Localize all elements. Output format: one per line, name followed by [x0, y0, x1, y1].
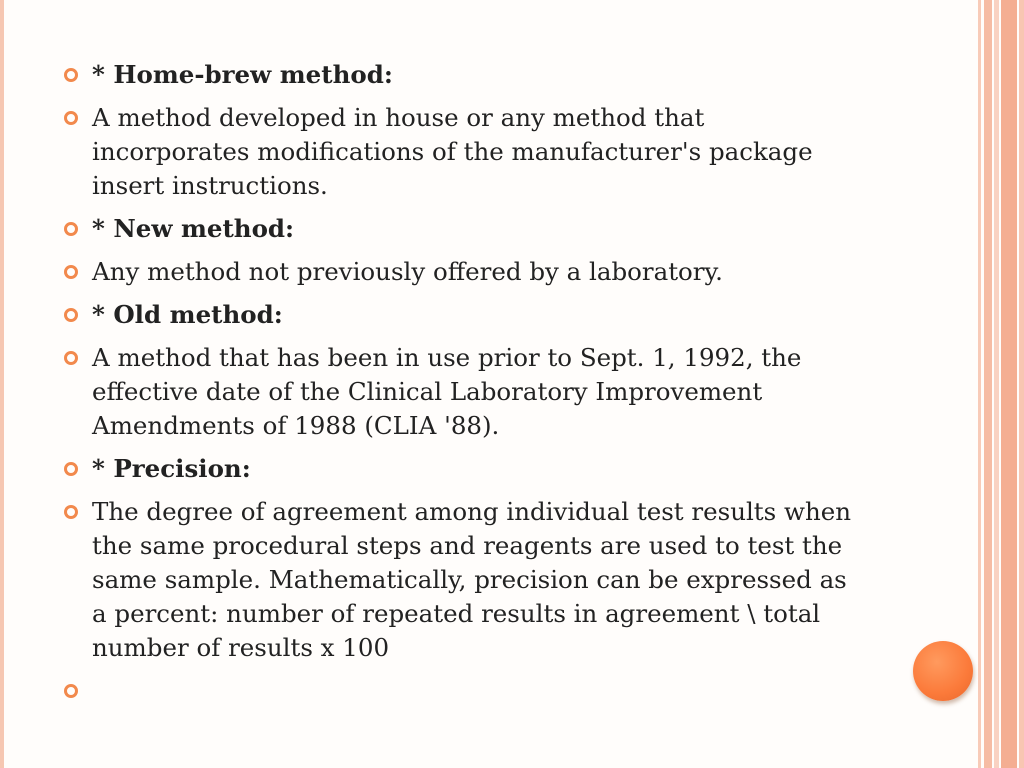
bullet-item-home-brew-definition [62, 101, 862, 203]
bullet-item-new-method-definition [62, 255, 862, 289]
circle-bullet-icon [64, 111, 78, 125]
bullet-item-old-method-heading [62, 298, 862, 332]
bullet-item-home-brew-heading [62, 58, 862, 92]
decorative-stripe [994, 0, 999, 768]
circle-bullet-icon [64, 222, 78, 236]
bullet-text: A method developed in house or any method that incorporates modifications of the manufacturer's package insert instructions. [92, 103, 813, 200]
bullet-item-precision-definition [62, 495, 862, 665]
bullet-text: * Old method: [92, 300, 283, 329]
circle-bullet-icon [64, 505, 78, 519]
bullet-text: * Home-brew method: [92, 60, 393, 89]
circle-bullet-icon [64, 351, 78, 365]
left-border [0, 0, 4, 768]
bullet-list [62, 58, 862, 674]
decorative-stripe [1001, 0, 1017, 768]
bullet-text: Any method not previously offered by a laboratory. [92, 257, 723, 286]
bullet-text: * Precision: [92, 454, 251, 483]
circle-bullet-icon [64, 462, 78, 476]
circle-bullet-icon [64, 684, 78, 698]
bullet-item-old-method-definition [62, 341, 862, 443]
bullet-item-new-method-heading [62, 212, 862, 246]
decorative-stripe [1019, 0, 1024, 768]
bullet-text: The degree of agreement among individual test results when the same procedural steps and reagents are used to test the same sample. Mathematically, precision can be expressed as a percent: number of repeated results in agreement \ total number of results x 100 [92, 497, 852, 662]
decorative-stripe [978, 0, 981, 768]
circle-bullet-icon [64, 265, 78, 279]
bullet-text: * New method: [92, 214, 295, 243]
circle-bullet-icon [64, 308, 78, 322]
bullet-item-precision-heading [62, 452, 862, 486]
decorative-stripe [984, 0, 992, 768]
circle-bullet-icon [64, 68, 78, 82]
bullet-text: A method that has been in use prior to Sept. 1, 1992, the effective date of the Clinical Laboratory Improvement Amendments of 1988 (CLIA '88). [92, 343, 802, 440]
decorative-orange-circle [913, 641, 973, 701]
